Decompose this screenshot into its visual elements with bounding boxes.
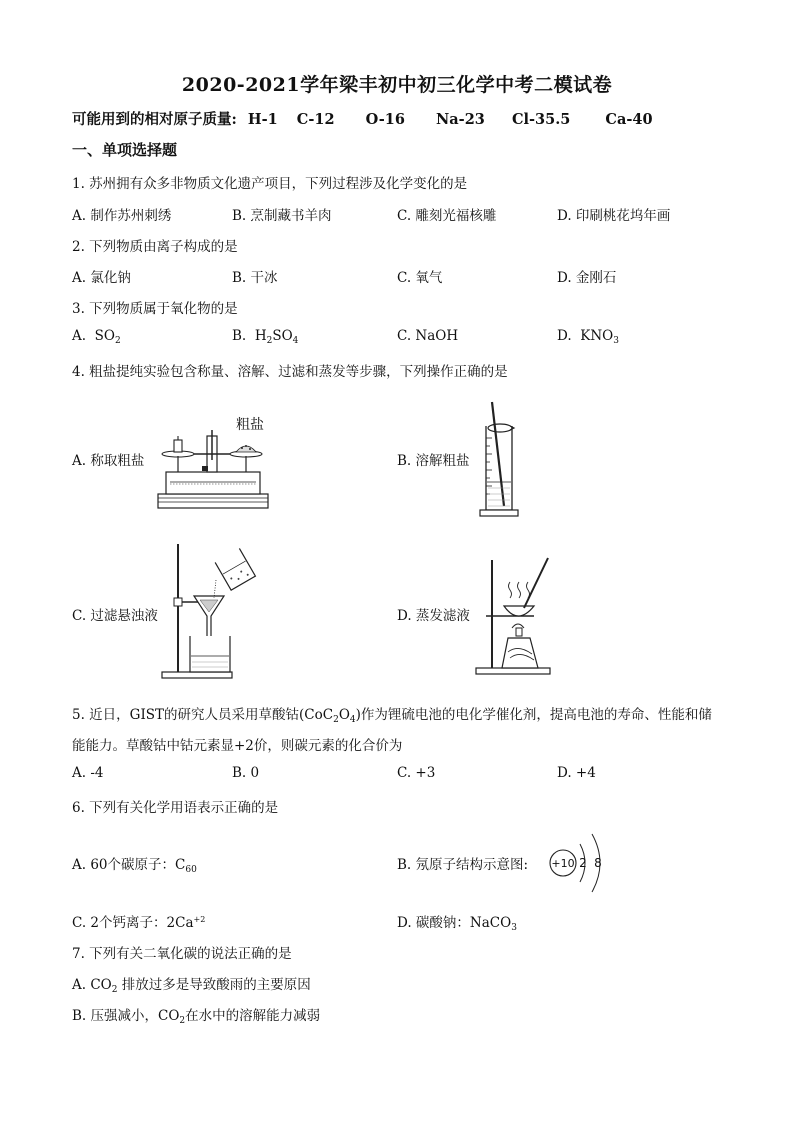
q3-option-b: B. $H_2SO_4$: [232, 328, 299, 346]
question-1-stem: 1. 苏州拥有众多非物质文化遗产项目，下列过程涉及化学变化的是: [72, 176, 468, 192]
q1-option-a: A. 制作苏州刺绣: [72, 208, 172, 224]
q7-option-b: B. 压强减小，$CO_2$在水中的溶解能力减弱: [72, 1008, 321, 1026]
electron-shell-2: 8: [594, 856, 602, 870]
question-6-stem: 6. 下列有关化学用语表示正确的是: [72, 800, 279, 816]
filtration-setup-figure: [158, 540, 258, 682]
q2-option-a: A. 氯化钠: [72, 270, 131, 286]
question-2-stem: 2. 下列物质由离子构成的是: [72, 239, 238, 255]
q4-option-a: A. 称取粗盐: [72, 453, 145, 469]
q1-option-d: D. 印刷桃花坞年画: [557, 208, 671, 224]
dissolving-cylinder-figure: [478, 398, 538, 520]
atomic-masses-label: 可能用到的相对原子质量:: [72, 111, 237, 128]
mass-na: Na-23: [436, 111, 485, 128]
q3-option-d: D. $KNO_3$: [557, 328, 619, 346]
q2-option-c: C. 氧气: [397, 270, 443, 286]
mass-h: H-1: [247, 111, 278, 128]
neon-atom-structure-diagram: [546, 828, 616, 898]
q1-option-c: C. 雕刻光福核雕: [397, 208, 497, 224]
q2-option-d: D. 金刚石: [557, 270, 617, 286]
q3-option-a: A. $SO_2$: [72, 328, 121, 346]
atomic-masses-line: [72, 108, 653, 129]
section-heading: 一、单项选择题: [72, 141, 178, 159]
balance-scale-figure: [150, 410, 275, 512]
q4-option-d: D. 蒸发滤液: [397, 608, 470, 624]
question-5-stem-line-2: 能能力。草酸钴中钴元素显+2价，则碳元素的化合价为: [72, 738, 403, 754]
q5-option-d: D. +4: [557, 765, 596, 781]
electron-shell-1: 2: [579, 856, 587, 870]
q5-option-a: A. -4: [72, 765, 104, 781]
coarse-salt-label: 粗盐: [236, 417, 264, 433]
question-3-stem: 3. 下列物质属于氧化物的是: [72, 301, 238, 317]
q6-option-a: A. 60个碳原子：$C_{60}$: [72, 857, 197, 875]
evaporation-setup-figure: [472, 536, 562, 676]
q6-option-b: B. 氖原子结构示意图:: [397, 857, 529, 873]
q2-option-b: B. 干冰: [232, 270, 278, 286]
nucleus-charge: +10: [551, 857, 575, 870]
q4-option-c: C. 过滤悬浊液: [72, 608, 158, 624]
question-5-stem-line-1: 5. 近日，GIST的研究人员采用草酸钴$(CoC_2O_4)$作为锂硫电池的电化学催化剂，提高电池的寿命、性能和储: [72, 707, 712, 725]
q4-option-b: B. 溶解粗盐: [397, 453, 470, 469]
q6-option-d: D. 碳酸钠：NaCO$_3$: [397, 915, 517, 933]
question-4-stem: 4. 粗盐提纯实验包含称量、溶解、过滤和蒸发等步骤，下列操作正确的是: [72, 364, 508, 380]
mass-ca: Ca-40: [605, 111, 653, 128]
mass-o: O-16: [365, 111, 405, 128]
page-title: 2020-2021学年梁丰初中初三化学中考二模试卷: [181, 74, 613, 96]
mass-c: C-12: [296, 111, 335, 128]
q7-option-a: A. $CO_2$ 排放过多是导致酸雨的主要原因: [72, 977, 311, 995]
question-7-stem: 7. 下列有关二氧化碳的说法正确的是: [72, 946, 292, 962]
q5-option-c: C. +3: [397, 765, 436, 781]
mass-cl: Cl-35.5: [511, 111, 571, 128]
q5-option-b: B. 0: [232, 765, 260, 781]
q6-option-c: C. 2个钙离子：$2Ca^{+2}$: [72, 915, 206, 931]
q3-option-c: C. NaOH: [397, 328, 459, 344]
q1-option-b: B. 烹制藏书羊肉: [232, 208, 332, 224]
